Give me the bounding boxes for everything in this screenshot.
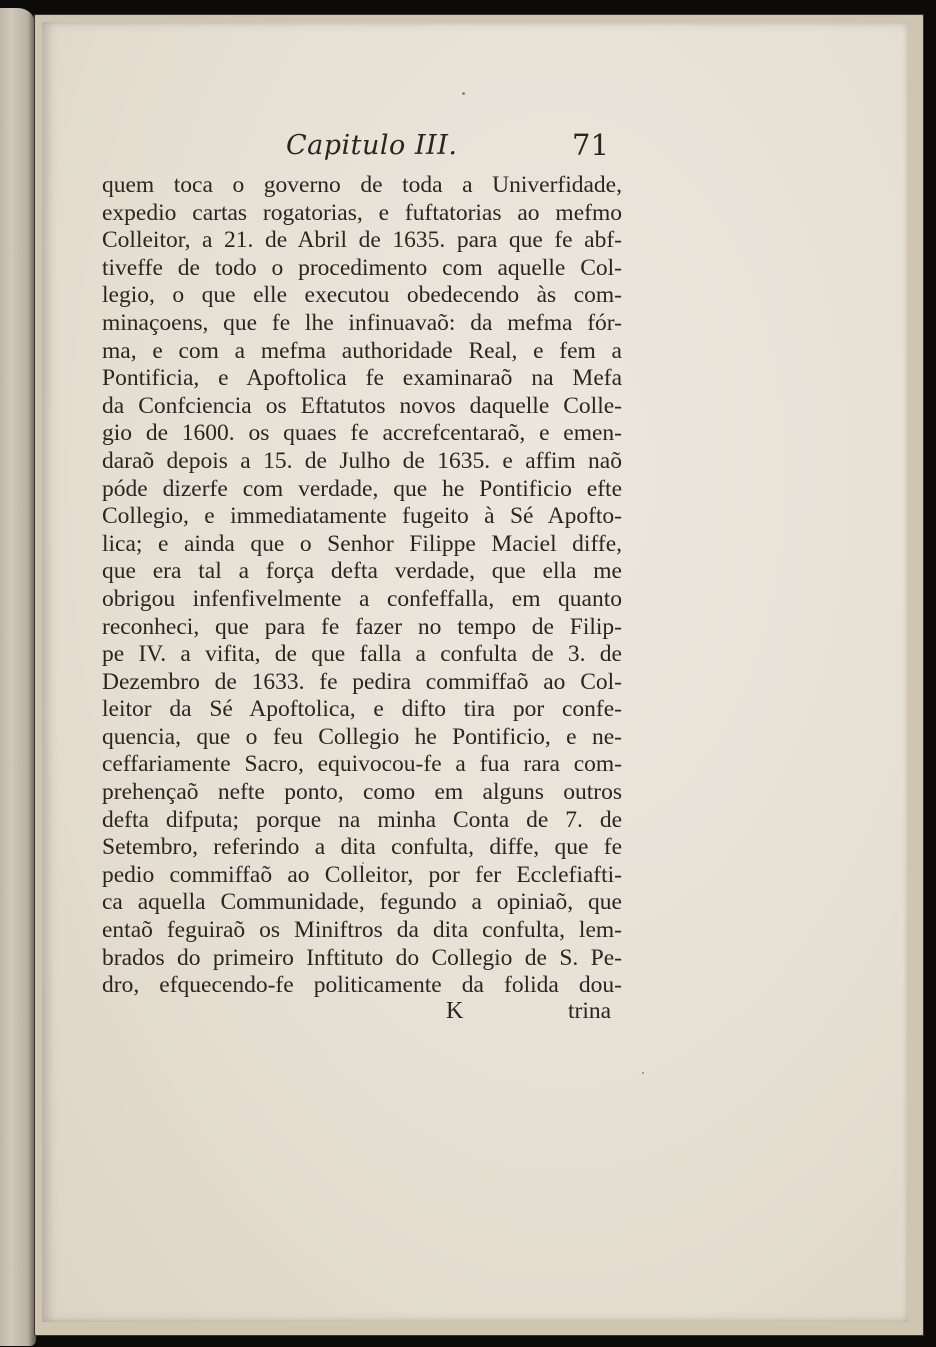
text-line: tiveffe de todo o procedimento com aquelle Col- (102, 254, 622, 281)
text-line: pe IV. a vifita, de que falla a confulta de 3. de (102, 641, 622, 668)
body-text (102, 172, 622, 1000)
running-head: Capitulo III. (286, 130, 458, 161)
text-line: Dezembro de 1633. fe pedira commiffaõ ao Col- (102, 668, 622, 695)
text-line: Collegio, e immediatamente fugeito à Sé Apofto- (102, 503, 622, 530)
text-line: Colleitor, a 21. de Abril de 1635. para que fe abf- (102, 227, 622, 254)
text-line: póde dizerfe com verdade, que he Pontificio efte (102, 475, 622, 502)
text-line: ceffariamente Sacro, equivocou-fe a fua rara com- (102, 751, 622, 778)
text-line: ma, e com a mefma authoridade Real, e fem a (102, 337, 622, 364)
text-line: minaçoens, que fe lhe infinuavaõ: da mefma fór- (102, 309, 622, 336)
text-line: gio de 1600. os quaes fe accrefcentaraõ, e emen- (102, 420, 622, 447)
facing-page-edge (0, 8, 36, 1346)
text-line: quem toca o governo de toda a Univerfidade, (102, 172, 622, 198)
text-line: obrigou infenfivelmente a confeffalla, em quanto (102, 585, 622, 612)
text-line: da Confciencia os Eftatutos novos daquelle Colle- (102, 392, 622, 419)
text-line: entaõ feguiraõ os Miniftros da dita confulta, lem- (102, 917, 622, 944)
paper-speck (642, 1072, 644, 1074)
text-line: brados do primeiro Inftituto do Collegio de S. Pe- (102, 944, 622, 971)
catchword: trina (568, 998, 612, 1024)
text-line: reconheci, que para fe fazer no tempo de Filip- (102, 613, 622, 640)
text-line: dro, efquecendo-fe politicamente da folida dou- (102, 972, 622, 999)
text-line: pedio commiffaõ ao Colleitor, por fer Ecclefiafti- (102, 861, 622, 888)
text-line: quencia, que o feu Collegio he Pontificio, e ne- (102, 723, 622, 750)
text-line: expedio cartas rogatorias, e fuftatorias ao mefmo (102, 199, 622, 226)
text-line: leitor da Sé Apoftolica, e difto tira por confe- (102, 696, 622, 723)
text-line: defta difputa; porque na minha Conta de 7. de (102, 806, 622, 833)
text-line: que era tal a força defta verdade, que ella me (102, 558, 622, 585)
paper-speck (462, 92, 465, 95)
text-line: prehençaõ nefte ponto, como em alguns outros (102, 779, 622, 806)
text-line: ca aquella Communidade, fegundo a opiniaõ, que (102, 889, 622, 916)
page-number: 71 (572, 128, 609, 162)
text-line: daraõ depois a 15. de Julho de 1635. e affim naõ (102, 447, 622, 474)
text-line: legio, o que elle executou obedecendo às com- (102, 282, 622, 309)
text-line: lica; e ainda que o Senhor Filippe Maciel diffe, (102, 530, 622, 557)
signature-mark: K (446, 998, 464, 1024)
text-line: Pontificia, e Apoftolica fe examinaraõ na Mefa (102, 365, 622, 392)
text-line: Setembro, referindo a dita confulta, diffe, que fe (102, 834, 622, 861)
